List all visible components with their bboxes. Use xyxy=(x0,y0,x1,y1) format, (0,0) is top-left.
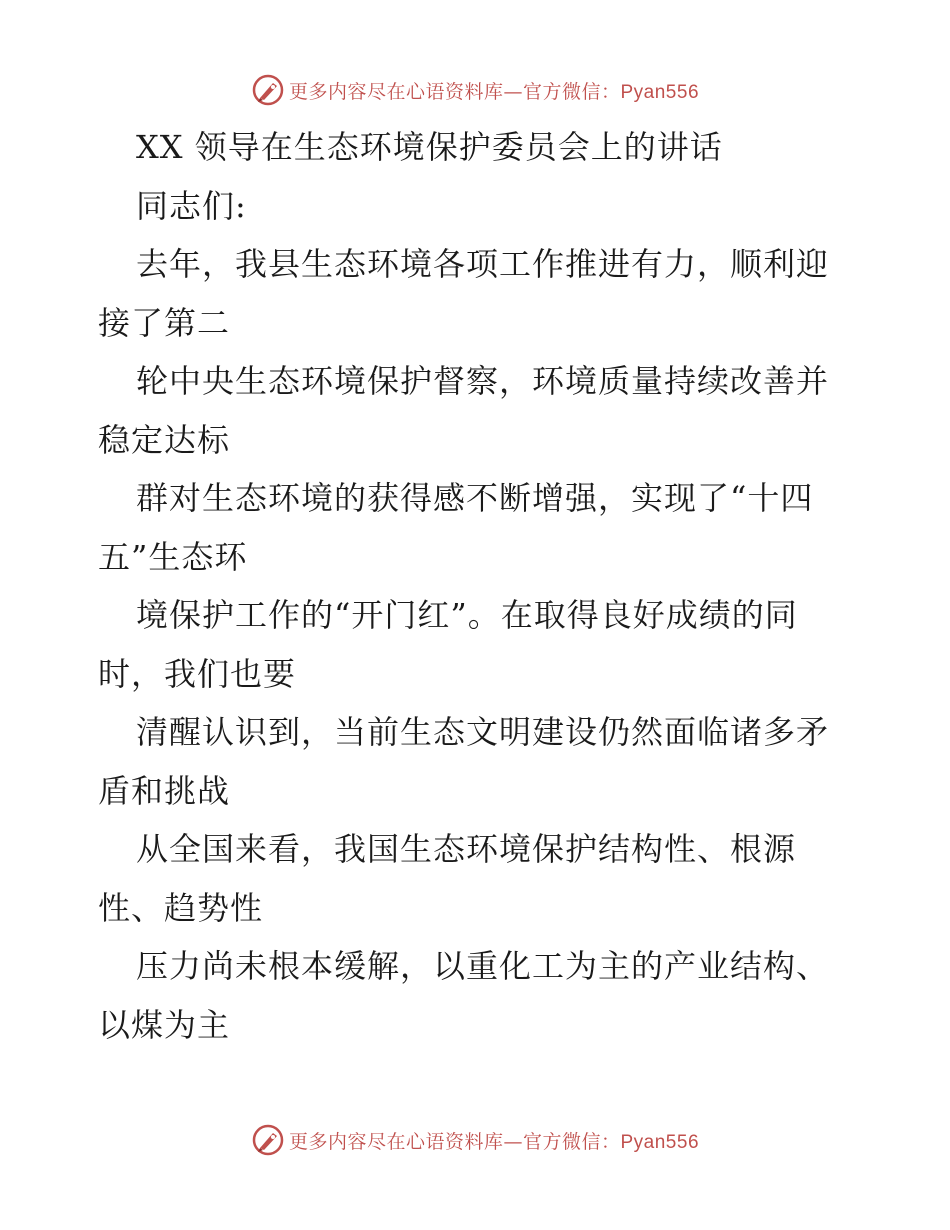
document-body xyxy=(98,118,858,1054)
watermark-footer xyxy=(0,1120,950,1160)
paragraph-line: 境保护工作的“开门红”。在取得良好成绩的同 xyxy=(136,596,798,634)
paragraph-line: 清醒认识到，当前生态文明建设仍然面临诸多矛 xyxy=(136,713,830,751)
watermark-wechat-label: 官方微信： xyxy=(522,80,621,103)
paragraph-line: 群对生态环境的获得感不断增强，实现了“十四 xyxy=(136,479,814,517)
pen-logo-icon xyxy=(251,73,285,107)
paragraph-line: 压力尚未根本缓解，以重化工为主的产业结构、 xyxy=(136,947,830,985)
watermark-wechat-id: Pyan556 xyxy=(620,1131,700,1153)
watermark-text xyxy=(289,1127,699,1154)
paragraph-line: 去年，我县生态环境各项工作推进有力，顺利迎 xyxy=(136,245,830,283)
watermark-brand: 更多内容尽在心语资料库 xyxy=(288,1130,504,1153)
paragraph-line: 性、趋势性 xyxy=(98,888,264,927)
watermark-wechat-label: 官方微信： xyxy=(522,1130,621,1153)
pen-logo-icon xyxy=(251,1123,285,1157)
watermark-separator: — xyxy=(503,1130,523,1153)
paragraph-line: 接了第二 xyxy=(98,303,231,342)
paragraph-line: 同志们: xyxy=(136,186,247,225)
paragraph-line: 五”生态环 xyxy=(98,537,248,576)
paragraph-line: 轮中央生态环境保护督察，环境质量持续改善并 xyxy=(136,362,830,400)
watermark-separator: — xyxy=(503,80,523,103)
paragraph-line: 盾和挑战 xyxy=(98,771,231,810)
watermark-brand: 更多内容尽在心语资料库 xyxy=(288,80,504,103)
paragraph-line: 以煤为主 xyxy=(98,1005,231,1044)
document-title: XX 领导在生态环境保护委员会上的讲话 xyxy=(136,128,723,166)
paragraph-line: 从全国来看，我国生态环境保护结构性、根源 xyxy=(136,830,797,868)
paragraph-line: 时，我们也要 xyxy=(98,654,297,693)
paragraph-line: 稳定达标 xyxy=(98,420,231,459)
watermark-header xyxy=(0,70,950,110)
watermark-wechat-id: Pyan556 xyxy=(620,81,700,103)
watermark-text xyxy=(289,77,699,104)
